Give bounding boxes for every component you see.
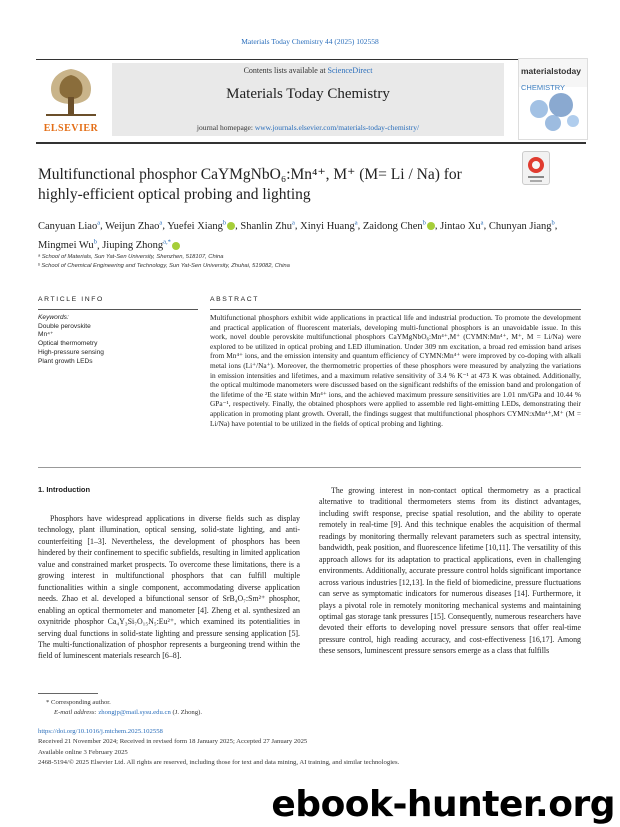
contents-line — [112, 66, 504, 75]
author[interactable]: Canyuan Liao$^a$ — [38, 219, 101, 232]
doi-link[interactable]: https://doi.org/10.1016/j.mtchem.2025.102558 — [38, 728, 163, 735]
introduction-heading: 1. Introduction — [38, 485, 91, 494]
introduction-left-column: Phosphors have widespread applications in diverse fields such as display technology, plant illumination, optical sensing, solid-state lighting, and anti-counterfeiting [1–3]. Nevertheless, the development of phosphors has been hindered by their confinement to specific subfields, resulting in limited application value and constrained market prospects. To overcome these limitations, there is a growing interest in multifunctional phosphors that can fulfill multiple functionalities within a single component, accommodating diverse application needs. Zhao et al. developed a bifunctional sensor of SrB₄O₇:Sm²⁺ phosphor, enabling an optical thermometer and manometer [4]. Zheng et al. synthesized an oxynitride phosphor Ca₄Y₃Si₇O₁₅N₅:Eu²⁺, which examined its potentialities in serving dual functions in solid-state lighting and pressure sensing application [5]. The multi-functionalization of phosphor represents a burgeoning trend within the field of luminescent materials research [6–8]. — [38, 514, 300, 661]
author[interactable]: Weijun Zhao$^a$ — [105, 219, 163, 232]
email-label: E-mail address: — [54, 709, 99, 716]
available-online: Available online 3 February 2025 — [38, 748, 128, 756]
journal-title: Materials Today Chemistry — [226, 86, 390, 102]
article-info-heading: ARTICLE INFO — [38, 296, 104, 303]
journal-homepage — [112, 123, 504, 132]
abstract-text: Multifunctional phosphors exhibit wide applications in practical life and industrial production. To promote the development and practical application of fluorescent materials, developing multi-functional phosphors is an unavoidable issue. In this work, novel double perovskite multifunctional phosphors CaYMgNbO₆:Mn⁴⁺,M⁺ (CYMN:Mn⁴⁺, M⁺, M = Li/Na) were explored to be utilized in optical probing and LED illumination. Under 309 nm excitation, a broad red emission band arises from Mn⁴⁺ ions, and the emission intensity and quantum efficiency of CYMN:Mn⁴⁺ were improved by co-doping with alkali metal ions (Li⁺/Na⁺). Moreover, the thermometric properties of these phosphors were measured by analyzing the variations in emission intensities and lifetimes, and a maximum relative sensitivity of 3.4 % K⁻¹ at 473 K was obtained. Additionally, the optical multimode manometers were discussed based on the significant redshifts of the emission band and prolongation of the lifetime of the ²E state within Mn⁴⁺ ions, and the achieved maximum pressure sensitivities are 1.01 nm/GPa and 10.44 % GPa⁻¹, respectively. Finally, the obtained phosphors were applied to assemble red light-emitting LEDs, demonstrating their application in promoting plant growth. Overall, the findings suggest that multifunctional phosphors CYMN:xMn⁴⁺,M⁺ (M = Li/Na) have potential to be utilized in the fields of optical probing and lighting. — [210, 313, 581, 428]
article-title-line-2: highly-efficient optical probing and lighting — [38, 186, 311, 203]
publication-info — [38, 727, 578, 769]
keywords-block — [38, 314, 198, 366]
affiliations — [38, 253, 558, 271]
article-title-line-1: Multifunctional phosphor CaYMgNbO₆:Mn⁴⁺, M⁺ (M= Li / Na) for — [38, 166, 462, 183]
journal-citation-link[interactable]: Materials Today Chemistry 44 (2025) 102558 — [241, 37, 379, 46]
footnotes — [38, 698, 578, 718]
abstract-heading: ABSTRACT — [210, 296, 260, 303]
cover-subtitle: CHEMISTRY — [521, 83, 566, 92]
homepage-prefix: journal homepage: — [196, 123, 255, 132]
watermark-text: ebook-hunter.org — [271, 784, 615, 825]
email-suffix: (J. Zhong). — [170, 709, 203, 716]
keyword: Plant growth LEDs — [38, 357, 93, 365]
article-title — [38, 165, 498, 205]
introduction-right-column: The growing interest in non-contact optical thermometry as a practical alternative to traditional thermometers stems from its distinct advantages, including swift response, precise spatial resolution, and the ability to operate remotely in real-time [9]. And this technique enables the acquisition of thermal readings by monitoring thermally relevant parameters such as spectral intensity, bandwidth, peak position, and fluorescence lifetime [10,11]. The versatility of this approach allows for its adaptation to practical applications, even in challenging environments. Additionally, accurate pressure control holds significant importance across various industries [12,13]. In the field of biomedicine, pressure fluctuations can serve as symptomatic indicators for numerous diseases [14]. Furthermore, it plays a pivotal role in remotely monitoring mechanical systems and maintaining optimal gas storage tank pressures [15]. Consequently, numerous researchers have devoted their efforts to developing novel pressure sensors that offer real-time pressure control, high reading accuracy, and cost-effectiveness [16,17]. Among these sensors, luminescent pressure sensors emerge as a class that fulfills — [319, 486, 581, 656]
homepage-link[interactable]: www.journals.elsevier.com/materials-today-chemistry/ — [254, 123, 420, 132]
footnote-rule — [38, 693, 98, 694]
author[interactable]: Jiuping Zhong$^{a,*}$ — [102, 240, 180, 251]
orcid-icon[interactable] — [172, 242, 180, 250]
author[interactable]: Zaidong Chen$^b$ — [363, 221, 435, 232]
affiliation-a: ᵃ School of Materials, Sun Yat-Sen University, Shenzhen, 518107, China — [38, 254, 224, 260]
keyword: High-pressure sensing — [38, 348, 104, 356]
author[interactable]: Chunyan Jiang$^b$ — [488, 219, 555, 232]
author[interactable]: Yuefei Xiang$^b$ — [167, 221, 235, 232]
author[interactable]: Jintao Xu$^a$ — [440, 219, 484, 232]
abstract-rule — [210, 309, 581, 310]
copyright-notice: 2468-5194/© 2025 Elsevier Ltd. All rights are reserved, including those for text and data mining, AI training, and similar technologies. — [38, 759, 400, 767]
keyword: Optical thermometry — [38, 340, 98, 348]
contents-prefix: Contents lists available at — [243, 66, 328, 75]
cover-title: materialstoday — [521, 66, 581, 76]
email-line — [38, 708, 578, 718]
email-link[interactable]: zhongjp@mail.sysu.edu.cn — [98, 709, 171, 716]
keywords-label: Keywords: — [38, 314, 69, 321]
section-divider — [38, 467, 581, 468]
sciencedirect-link[interactable]: ScienceDirect — [327, 66, 373, 75]
check-for-updates-button[interactable] — [522, 151, 550, 185]
corresponding-author-note: * Corresponding author. — [46, 699, 111, 706]
orcid-icon[interactable] — [427, 222, 435, 230]
author[interactable]: Shanlin Zhu$^a$ — [240, 219, 295, 232]
article-info-rule — [38, 309, 198, 310]
affiliation-b: ᵇ School of Chemical Engineering and Technology, Sun Yat-Sen University, Zhuhai, 519082, China — [38, 263, 290, 269]
orcid-icon[interactable] — [227, 222, 235, 230]
author[interactable]: Mingmei Wu$^b$ — [38, 238, 97, 251]
keyword: Mn⁴⁺ — [38, 331, 54, 339]
author[interactable]: Xinyi Huang$^a$ — [300, 219, 358, 232]
elsevier-wordmark: ELSEVIER — [43, 123, 99, 134]
check-for-updates-icon — [523, 152, 549, 184]
author-list: Canyuan Liao$^a$, Weijun Zhao$^a$, Yuefei Xiang$^b$ , Shanlin Zhu$^a$, Xinyi Huang$^a$, Zaidong Chen$^b$ , Jintao Xu$^a$, Chunyan Jiang$^b$, Mingmei Wu$^b$, Jiuping Zhong$^{a,*}$ — [38, 219, 558, 251]
received-dates: Received 21 November 2024; Received in revised form 18 January 2025; Accepted 27 January 2025 — [38, 738, 308, 746]
keyword: Double perovskite — [38, 322, 91, 330]
